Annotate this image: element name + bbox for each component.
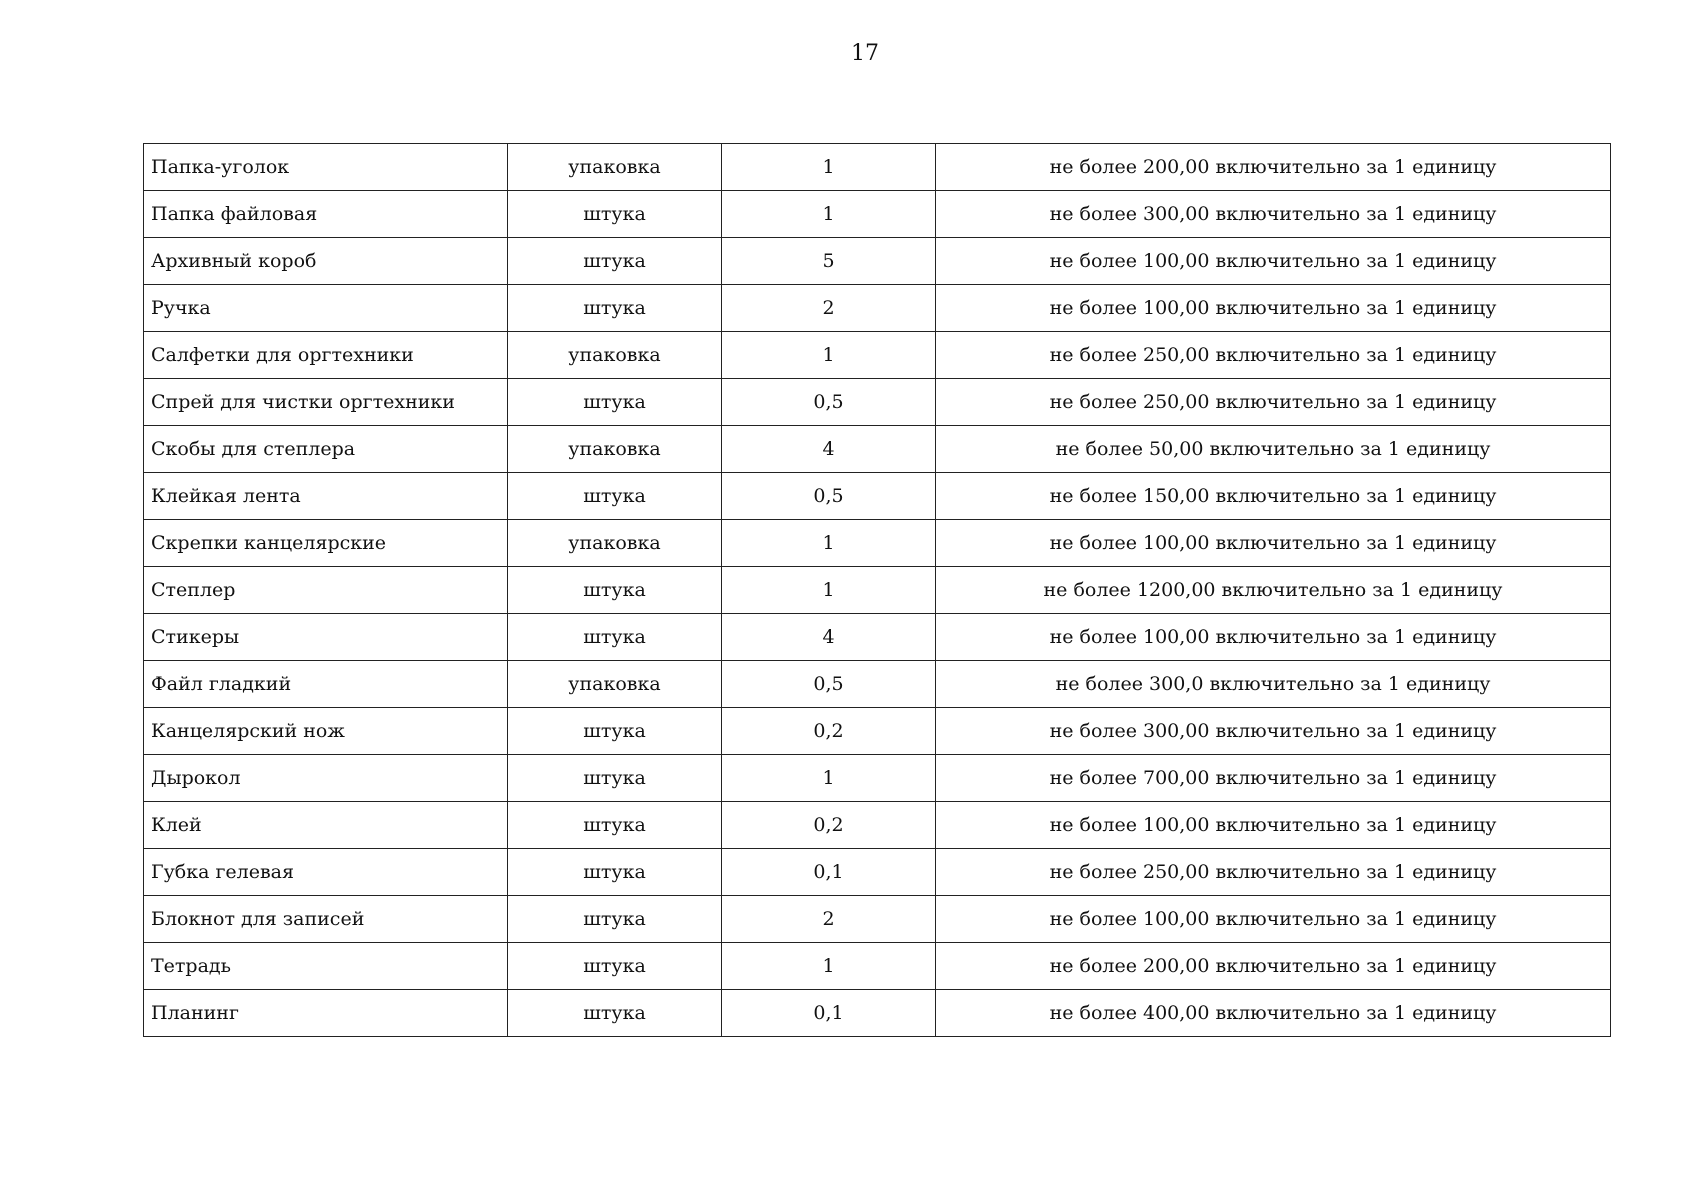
unit-cell: штука — [508, 567, 722, 614]
quantity-cell: 2 — [722, 285, 936, 332]
table-row — [144, 379, 1611, 426]
table-row — [144, 144, 1611, 191]
price-limit-cell: не более 300,00 включительно за 1 единицу — [936, 191, 1611, 238]
price-limit-cell: не более 300,00 включительно за 1 единицу — [936, 708, 1611, 755]
unit-cell: штука — [508, 802, 722, 849]
table-row — [144, 473, 1611, 520]
item-name-cell: Архивный короб — [144, 238, 508, 285]
price-limit-cell: не более 250,00 включительно за 1 единицу — [936, 379, 1611, 426]
item-name-cell: Губка гелевая — [144, 849, 508, 896]
item-name-cell: Планинг — [144, 990, 508, 1037]
price-limit-cell: не более 250,00 включительно за 1 единицу — [936, 849, 1611, 896]
unit-cell: штука — [508, 238, 722, 285]
quantity-cell: 4 — [722, 614, 936, 661]
table-row — [144, 755, 1611, 802]
table-row — [144, 802, 1611, 849]
table-body — [144, 144, 1611, 1037]
price-limit-cell: не более 700,00 включительно за 1 единицу — [936, 755, 1611, 802]
item-name-cell: Клей — [144, 802, 508, 849]
price-limit-cell: не более 100,00 включительно за 1 единицу — [936, 238, 1611, 285]
table-row — [144, 567, 1611, 614]
unit-cell: штука — [508, 285, 722, 332]
price-limit-cell: не более 100,00 включительно за 1 единицу — [936, 285, 1611, 332]
item-name-cell: Папка файловая — [144, 191, 508, 238]
price-limit-cell: не более 100,00 включительно за 1 единицу — [936, 520, 1611, 567]
quantity-cell: 1 — [722, 943, 936, 990]
unit-cell: упаковка — [508, 520, 722, 567]
item-name-cell: Канцелярский нож — [144, 708, 508, 755]
item-name-cell: Салфетки для оргтехники — [144, 332, 508, 379]
quantity-cell: 1 — [722, 520, 936, 567]
item-name-cell: Файл гладкий — [144, 661, 508, 708]
table-row — [144, 990, 1611, 1037]
unit-cell: штука — [508, 990, 722, 1037]
price-limit-cell: не более 200,00 включительно за 1 единицу — [936, 144, 1611, 191]
table-row — [144, 849, 1611, 896]
table-row — [144, 708, 1611, 755]
unit-cell: штука — [508, 614, 722, 661]
quantity-cell: 5 — [722, 238, 936, 285]
table-row — [144, 614, 1611, 661]
item-name-cell: Клейкая лента — [144, 473, 508, 520]
item-name-cell: Стикеры — [144, 614, 508, 661]
table-row — [144, 520, 1611, 567]
unit-cell: штука — [508, 191, 722, 238]
page-number: 17 — [851, 41, 879, 66]
price-limit-cell: не более 250,00 включительно за 1 единицу — [936, 332, 1611, 379]
quantity-cell: 1 — [722, 191, 936, 238]
item-name-cell: Папка-уголок — [144, 144, 508, 191]
price-limit-cell: не более 100,00 включительно за 1 единицу — [936, 802, 1611, 849]
item-name-cell: Тетрадь — [144, 943, 508, 990]
price-limit-cell: не более 100,00 включительно за 1 единицу — [936, 896, 1611, 943]
quantity-cell: 0,2 — [722, 802, 936, 849]
unit-cell: штука — [508, 379, 722, 426]
table-row — [144, 191, 1611, 238]
table-row — [144, 426, 1611, 473]
price-limit-cell: не более 50,00 включительно за 1 единицу — [936, 426, 1611, 473]
price-limit-cell: не более 300,0 включительно за 1 единицу — [936, 661, 1611, 708]
unit-cell: упаковка — [508, 144, 722, 191]
quantity-cell: 4 — [722, 426, 936, 473]
unit-cell: штука — [508, 943, 722, 990]
unit-cell: упаковка — [508, 661, 722, 708]
unit-cell: штука — [508, 849, 722, 896]
item-name-cell: Ручка — [144, 285, 508, 332]
price-limit-cell: не более 200,00 включительно за 1 единицу — [936, 943, 1611, 990]
supplies-table — [143, 143, 1611, 1037]
unit-cell: упаковка — [508, 426, 722, 473]
quantity-cell: 0,5 — [722, 661, 936, 708]
table-row — [144, 896, 1611, 943]
item-name-cell: Скобы для степлера — [144, 426, 508, 473]
item-name-cell: Спрей для чистки оргтехники — [144, 379, 508, 426]
unit-cell: упаковка — [508, 332, 722, 379]
unit-cell: штука — [508, 708, 722, 755]
quantity-cell: 2 — [722, 896, 936, 943]
price-limit-cell: не более 100,00 включительно за 1 единицу — [936, 614, 1611, 661]
item-name-cell: Скрепки канцелярские — [144, 520, 508, 567]
price-limit-cell: не более 1200,00 включительно за 1 единицу — [936, 567, 1611, 614]
quantity-cell: 1 — [722, 332, 936, 379]
table-row — [144, 238, 1611, 285]
item-name-cell: Степлер — [144, 567, 508, 614]
quantity-cell: 0,2 — [722, 708, 936, 755]
table-row — [144, 943, 1611, 990]
quantity-cell: 0,5 — [722, 379, 936, 426]
unit-cell: штука — [508, 755, 722, 802]
quantity-cell: 0,5 — [722, 473, 936, 520]
table-row — [144, 661, 1611, 708]
quantity-cell: 1 — [722, 755, 936, 802]
item-name-cell: Блокнот для записей — [144, 896, 508, 943]
quantity-cell: 1 — [722, 567, 936, 614]
quantity-cell: 0,1 — [722, 849, 936, 896]
item-name-cell: Дырокол — [144, 755, 508, 802]
quantity-cell: 0,1 — [722, 990, 936, 1037]
unit-cell: штука — [508, 473, 722, 520]
price-limit-cell: не более 400,00 включительно за 1 единицу — [936, 990, 1611, 1037]
quantity-cell: 1 — [722, 144, 936, 191]
unit-cell: штука — [508, 896, 722, 943]
table-row — [144, 332, 1611, 379]
price-limit-cell: не более 150,00 включительно за 1 единицу — [936, 473, 1611, 520]
table-row — [144, 285, 1611, 332]
